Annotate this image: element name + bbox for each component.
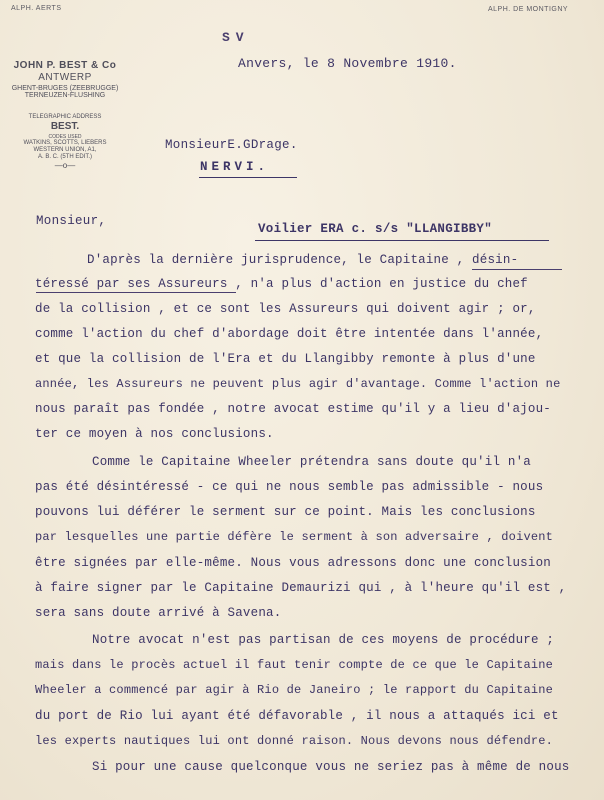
body-line: année, les Assureurs ne peuvent plus agir d'avantage. Comme l'action ne — [35, 377, 561, 391]
body-line: ter ce moyen à nos conclusions. — [35, 427, 274, 441]
printer-mark-right: ALPH. DE MONTIGNY — [488, 6, 569, 13]
body-line: de la collision , et ce sont les Assureurs qui doivent agir ; or, — [35, 302, 536, 316]
firm-branches-1: GHENT-BRUGES (ZEEBRUGGE) — [11, 85, 119, 92]
body-line: D'après la dernière jurisprudence, le Capitaine , désin- — [87, 253, 519, 267]
telegraphic-label: TELEGRAPHIC ADDRESS — [28, 114, 102, 120]
printer-mark-left: ALPH. AERTS — [11, 5, 62, 12]
letterhead-separator: —o— — [54, 161, 76, 170]
reference-code: SV — [222, 30, 250, 45]
codes-line-1: WATKINS, SCOTTS, LIEBERS — [23, 140, 107, 146]
body-line: nous paraît pas fondée , notre avocat estime qu'il y a lieu d'ajou- — [35, 402, 551, 416]
body-line: téressé par ses Assureurs , n'a plus d'action en justice du chef — [35, 277, 528, 291]
codes-line-3: A. B. C. (5TH EDIT.) — [37, 154, 92, 160]
salutation: Monsieur, — [36, 214, 107, 228]
body-line: et que la collision de l'Era et du Llangibby remonte à plus d'une — [35, 352, 536, 366]
recipient-name: MonsieurE.GDrage. — [165, 138, 298, 152]
codes-label: CODES USED — [48, 134, 82, 140]
date-line: Anvers, le 8 Novembre 1910. — [238, 56, 457, 71]
underline-mark — [36, 292, 236, 293]
body-line: mais dans le procès actuel il faut tenir compte de ce que le Capitaine — [35, 658, 554, 672]
recipient-city-underline — [199, 177, 297, 178]
body-line: pas été désintéressé - ce qui ne nous semble pas admissible - nous — [35, 480, 544, 494]
underline-mark — [472, 269, 562, 270]
codes-line-2: WESTERN UNION, A1, — [33, 147, 97, 153]
body-line: pouvons lui déférer le serment sur ce point. Mais les conclusions — [35, 505, 536, 519]
body-line: sera sans doute arrivé à Savena. — [35, 606, 282, 620]
telegraphic-address: BEST. — [50, 121, 80, 132]
letterhead — [8, 60, 122, 170]
body-line: par lesquelles une partie défère le serment à son adversaire , doivent — [35, 530, 554, 544]
body-line: à faire signer par le Capitaine Demaurizi qui , à l'heure qu'il est , — [35, 581, 567, 595]
body-line: être signées par elle-même. Nous vous adressons donc une conclusion — [35, 556, 551, 570]
recipient-city: NERVI. — [200, 160, 270, 174]
body-line: du port de Rio lui ayant été défavorable , il nous a attaqués ici et — [35, 709, 559, 723]
body-line: Comme le Capitaine Wheeler prétendra sans doute qu'il n'a — [92, 455, 531, 469]
firm-city: ANTWERP — [38, 72, 92, 83]
subject-underline — [255, 240, 549, 241]
subject-line: Voilier ERA c. s/s "LLANGIBBY" — [258, 222, 493, 236]
body-line: Wheeler a commencé par agir à Rio de Janeiro ; le rapport du Capitaine — [35, 683, 554, 697]
body-line: les experts nautiques lui ont donné raison. Nous devons nous défendre. — [35, 734, 554, 748]
body-line: comme l'action du chef d'abordage doit être intentée dans l'année, — [35, 327, 544, 341]
body-line: Notre avocat n'est pas partisan de ces moyens de procédure ; — [92, 633, 555, 647]
firm-branches-2: TERNEUZEN-FLUSHING — [24, 92, 106, 99]
body-line: Si pour une cause quelconque vous ne seriez pas à même de nous — [92, 760, 570, 774]
firm-name: JOHN P. BEST & Co — [13, 60, 117, 71]
